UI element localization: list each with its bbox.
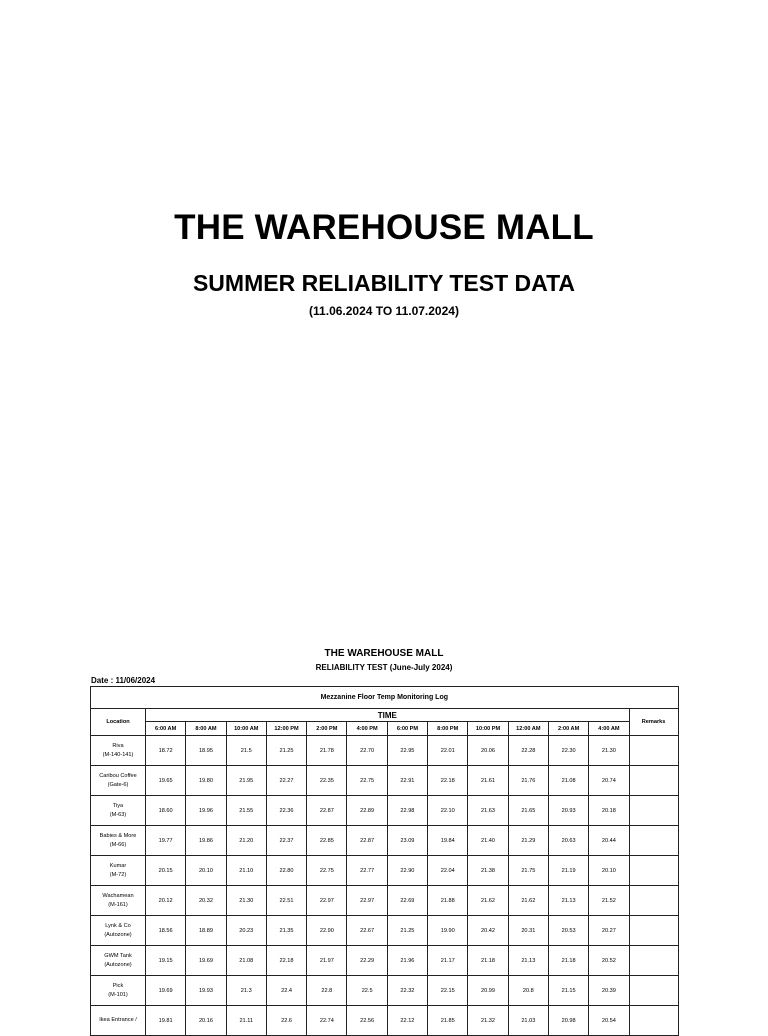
temperature-cell: 21.52 [589,886,629,916]
temperature-cell: 19.80 [186,766,226,796]
temperature-cell: 22.91 [387,766,427,796]
temperature-cell: 20.27 [589,916,629,946]
location-cell [91,766,146,796]
cover-date-range: (11.06.2024 TO 11.07.2024) [309,304,459,318]
temperature-cell: 21.30 [226,886,266,916]
temperature-cell: 18.56 [146,916,186,946]
time-slot-header: 2:00 PM [307,722,347,736]
temperature-cell: 20.15 [146,856,186,886]
temperature-cell: 19.93 [186,976,226,1006]
temperature-cell: 20.53 [548,916,588,946]
remarks-cell [629,856,678,886]
temperature-cell: 20.8 [508,976,548,1006]
temperature-cell: 18.89 [186,916,226,946]
temperature-cell: 21.96 [387,946,427,976]
temperature-cell: 21.13 [508,946,548,976]
temperature-cell: 21.15 [548,976,588,1006]
temperature-cell: 22.36 [266,796,306,826]
location-cell [91,916,146,946]
location-name: Babies & More [99,832,137,839]
location-code: (Autozone) [104,961,132,968]
location-name: GWM Tank [104,952,132,959]
location-cell [91,976,146,1006]
temperature-cell: 19.96 [186,796,226,826]
temperature-cell: 22.29 [347,946,387,976]
temperature-cell: 22.56 [347,1006,387,1036]
temperature-cell: 21.95 [226,766,266,796]
temperature-cell: 20.42 [468,916,508,946]
location-name: Kumar [109,862,127,869]
location-cell [91,796,146,826]
temperature-cell: 20.63 [548,826,588,856]
temperature-cell: 19.69 [186,946,226,976]
remarks-cell [629,736,678,766]
location-cell [91,826,146,856]
temperature-cell: 21.30 [589,736,629,766]
location-code: (M-72) [109,871,127,878]
temperature-cell: 19.65 [146,766,186,796]
temperature-cell: 22.32 [387,976,427,1006]
remarks-cell [629,1006,678,1036]
temperature-cell: 20.52 [589,946,629,976]
location-name: Tiya [112,802,124,809]
temperature-cell: 21.55 [226,796,266,826]
temperature-cell: 21.5 [226,736,266,766]
location-name: Wachamean [102,892,134,899]
temperature-cell: 22.97 [347,886,387,916]
table-row [91,976,679,1006]
location-code: (Autozone) [104,931,132,938]
remarks-cell [629,796,678,826]
location-code: (M-101) [108,991,128,998]
temperature-cell: 22.80 [266,856,306,886]
cover-title: THE WAREHOUSE MALL [174,208,594,247]
table-caption: Mezzanine Floor Temp Monitoring Log [91,687,679,709]
location-name: Caribou Coffee [99,772,137,779]
temperature-cell: 22.15 [428,976,468,1006]
time-slot-header: 4:00 PM [347,722,387,736]
temperature-cell: 20.39 [589,976,629,1006]
temperature-cell: 21.25 [387,916,427,946]
log-subtitle: RELIABILITY TEST (June-July 2024) [315,663,453,672]
location-code: (M-66) [109,841,127,848]
location-name: Ikea Entrance / [99,1017,137,1023]
remarks-cell [629,916,678,946]
remarks-cell [629,826,678,856]
table-row [91,886,679,916]
temperature-cell: 22.01 [428,736,468,766]
location-name: Lynk & Co [105,922,131,929]
temperature-cell: 23.09 [387,826,427,856]
temperature-cell: 20.44 [589,826,629,856]
temperature-cell: 21.62 [508,886,548,916]
table-row [91,856,679,886]
temperature-cell: 22.8 [307,976,347,1006]
temperature-cell: 20.16 [186,1006,226,1036]
temperature-cell: 20.99 [468,976,508,1006]
temperature-cell: 21.19 [548,856,588,886]
temperature-cell: 20.23 [226,916,266,946]
temperature-cell: 22.89 [347,796,387,826]
time-slot-header: 4:00 AM [589,722,629,736]
temperature-cell: 21.08 [226,946,266,976]
temperature-cell: 21.25 [266,736,306,766]
temperature-cell: 22.97 [307,886,347,916]
temperature-cell: 21.10 [226,856,266,886]
temperature-cell: 19.86 [186,826,226,856]
temperature-cell: 21.62 [468,886,508,916]
remarks-cell [629,766,678,796]
location-name: Pick [112,982,124,989]
temperature-cell: 21.88 [428,886,468,916]
temperature-cell: 21.76 [508,766,548,796]
temperature-cell: 20.10 [589,856,629,886]
temperature-cell: 20.54 [589,1006,629,1036]
temperature-cell: 20.18 [589,796,629,826]
temperature-cell: 21.29 [508,826,548,856]
location-cell [91,856,146,886]
time-slot-header: 6:00 AM [146,722,186,736]
time-slot-header: 6:00 PM [387,722,427,736]
temperature-cell: 21.20 [226,826,266,856]
table-row [91,1006,679,1036]
temperature-cell: 21.35 [266,916,306,946]
location-name: Riva [112,742,124,749]
temperature-cell: 21.40 [468,826,508,856]
temperature-cell: 20.06 [468,736,508,766]
temperature-cell: 22.85 [307,826,347,856]
temperature-cell: 20.31 [508,916,548,946]
location-code: (M-161) [108,901,128,908]
remarks-cell [629,976,678,1006]
temperature-cell: 18.60 [146,796,186,826]
time-slot-row [91,722,679,736]
temperature-cell: 21.85 [428,1006,468,1036]
temperature-cell: 19.90 [428,916,468,946]
temperature-cell: 21.18 [468,946,508,976]
remarks-header: Remarks [629,709,678,736]
table-row [91,826,679,856]
temperature-cell: 19.84 [428,826,468,856]
temperature-cell: 22.70 [347,736,387,766]
location-cell [91,1006,146,1036]
temperature-cell: 21.97 [307,946,347,976]
temperature-cell: 20.74 [589,766,629,796]
temperature-cell: 21.03 [508,1006,548,1036]
location-cell [91,946,146,976]
temperature-cell: 21.18 [548,946,588,976]
temperature-cell: 22.37 [266,826,306,856]
temperature-cell: 22.28 [508,736,548,766]
location-cell [91,886,146,916]
temperature-cell: 22.6 [266,1006,306,1036]
temperature-cell: 22.4 [266,976,306,1006]
temperature-cell: 22.77 [347,856,387,886]
remarks-cell [629,886,678,916]
temperature-cell: 22.90 [307,916,347,946]
table-row [91,736,679,766]
temperature-cell: 21.08 [548,766,588,796]
temperature-cell: 22.18 [428,766,468,796]
log-title: THE WAREHOUSE MALL [324,648,444,659]
temperature-cell: 22.10 [428,796,468,826]
temperature-cell: 22.18 [266,946,306,976]
temperature-cell: 21.61 [468,766,508,796]
temperature-cell: 20.98 [548,1006,588,1036]
temperature-log-table [90,686,679,1036]
location-code: (Gate-6) [107,781,129,788]
temperature-cell: 22.75 [347,766,387,796]
table-row [91,796,679,826]
temperature-cell: 21.3 [226,976,266,1006]
temperature-cell: 19.15 [146,946,186,976]
temperature-cell: 19.69 [146,976,186,1006]
temperature-cell: 21.11 [226,1006,266,1036]
table-row [91,766,679,796]
time-slot-header: 8:00 PM [428,722,468,736]
table-body [91,736,679,1036]
temperature-cell: 19.81 [146,1006,186,1036]
time-slot-header: 10:00 AM [226,722,266,736]
time-header: TIME [146,709,630,722]
temperature-cell: 22.87 [307,796,347,826]
temperature-cell: 20.93 [548,796,588,826]
temperature-cell: 22.04 [428,856,468,886]
temperature-cell: 22.90 [387,856,427,886]
temperature-cell: 22.12 [387,1006,427,1036]
temperature-cell: 21.75 [508,856,548,886]
time-slot-header: 12:00 PM [266,722,306,736]
cover-subtitle: SUMMER RELIABILITY TEST DATA [192,270,576,296]
location-code: (M-140-141) [102,751,134,758]
temperature-cell: 21.63 [468,796,508,826]
temperature-cell: 20.10 [186,856,226,886]
temperature-cell: 22.5 [347,976,387,1006]
time-slot-header: 2:00 AM [548,722,588,736]
temperature-cell: 22.51 [266,886,306,916]
time-slot-header: 12:00 AM [508,722,548,736]
temperature-cell: 18.72 [146,736,186,766]
location-cell [91,736,146,766]
temperature-cell: 18.95 [186,736,226,766]
remarks-cell [629,946,678,976]
table-row [91,916,679,946]
temperature-cell: 20.32 [186,886,226,916]
location-header: Location [91,709,146,736]
temperature-cell: 22.95 [387,736,427,766]
temperature-cell: 22.87 [347,826,387,856]
temperature-cell: 20.12 [146,886,186,916]
temperature-cell: 22.27 [266,766,306,796]
temperature-cell: 22.98 [387,796,427,826]
temperature-cell: 22.35 [307,766,347,796]
log-date: Date : 11/06/2024 [91,676,156,685]
table-row [91,946,679,976]
time-slot-header: 10:00 PM [468,722,508,736]
temperature-cell: 22.75 [307,856,347,886]
temperature-cell: 22.30 [548,736,588,766]
temperature-cell: 21.78 [307,736,347,766]
temperature-cell: 22.69 [387,886,427,916]
temperature-cell: 22.74 [307,1006,347,1036]
temperature-cell: 19.77 [146,826,186,856]
temperature-cell: 21.17 [428,946,468,976]
temperature-cell: 21.38 [468,856,508,886]
location-code: (M-63) [109,811,127,818]
time-slot-header: 8:00 AM [186,722,226,736]
temperature-cell: 21.32 [468,1006,508,1036]
temperature-cell: 21.65 [508,796,548,826]
temperature-cell: 21.13 [548,886,588,916]
temperature-cell: 22.67 [347,916,387,946]
